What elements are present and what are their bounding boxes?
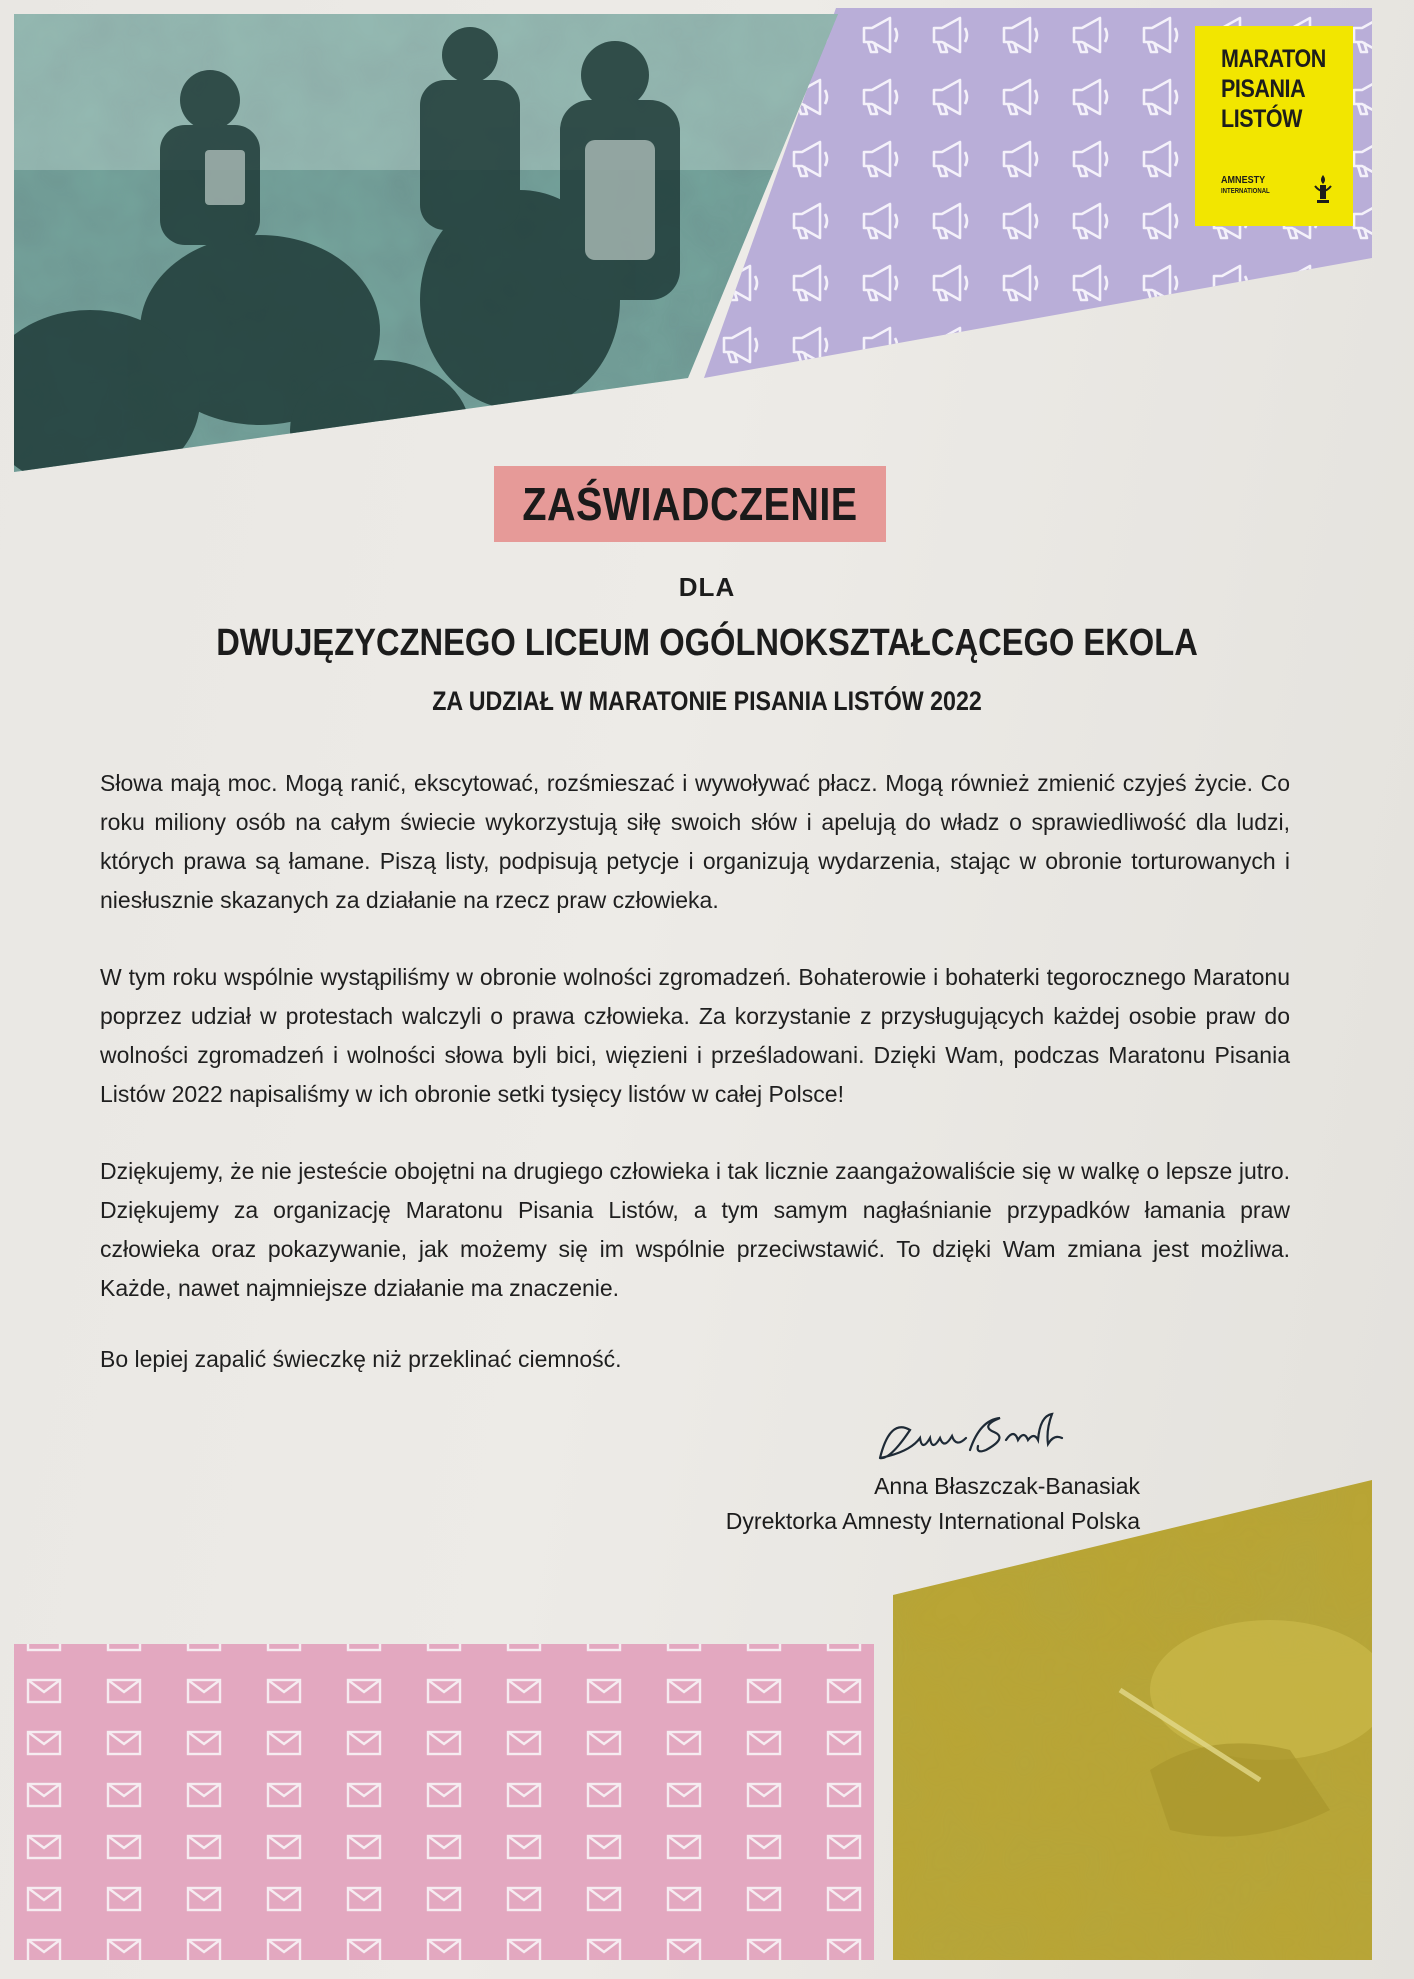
logo-line-3: LISTÓW	[1221, 105, 1303, 133]
logo-line-2: PISANIA	[1221, 75, 1306, 103]
body-paragraph	[100, 958, 1290, 1114]
body-paragraph	[100, 1152, 1290, 1308]
paragraph-text: W tym roku wspólnie wystąpiliśmy w obronie wolności zgromadzeń. Bohaterowie i bohaterki tegorocznego Maratonu poprzez udział w protestach walczyli o prawa człowieka. Za korzystanie z przysługujących każdej osobie praw do wolności zgromadzeń i wolności słowa byli bici, więzieni i prześladowani. Dzięki Wam, podczas Maratonu Pisania Listów 2022 napisaliśmy w ich obronie setki tysięcy listów w całej Polsce!	[100, 964, 1290, 1107]
logo-line-1: MARATON	[1221, 45, 1326, 73]
award-reason: ZA UDZIAŁ W MARATONIE PISANIA LISTÓW 2022	[432, 686, 982, 716]
paragraph-text: Słowa mają moc. Mogą ranić, ekscytować, rozśmieszać i wywoływać płacz. Mogą również zmienić czyjeś życie. Co roku miliony osób na całym świecie wykorzystują siłę swoich słów i apelują do władz o sprawiedliwość dla ludzi, których prawa są łamane. Piszą listy, podpisują petycje i organizują wydarzenia, stając w obronie torturowanych i niesłusznie skazanych za działanie na rzecz praw człowieka.	[100, 770, 1290, 913]
for-label: DLA	[678, 572, 736, 602]
amnesty-line-2: INTERNATIONAL	[1221, 188, 1270, 195]
amnesty-wordmark	[1221, 174, 1270, 198]
closing-quote	[100, 1340, 1290, 1379]
handwritten-signature	[870, 1400, 1130, 1480]
recipient-school: DWUJĘZYCZNEGO LICEUM OGÓLNOKSZTAŁCĄCEGO EKOLA	[216, 622, 1198, 664]
writing-hand-photo	[880, 1470, 1390, 1970]
signer-role: Dyrektorka Amnesty International Polska	[725, 1508, 1140, 1534]
certificate-title: ZAŚWIADCZENIE	[522, 478, 858, 530]
maraton-logo	[1195, 26, 1353, 226]
students-photo	[0, 0, 860, 500]
amnesty-line-1: AMNESTY	[1221, 174, 1266, 186]
paragraph-text: Dziękujemy, że nie jesteście obojętni na drugiego człowieka i tak licznie zaangażowaliście się w walkę o lepsze jutro. Dziękujemy za organizację Maratonu Pisania Listów, a tym samym nagłaśnianie przypadków łamania praw człowieka oraz pokazywanie, jak możemy się im wspólnie przeciwstawić. To dzięki Wam zmiana jest możliwa. Każde, nawet najmniejsze działanie ma znaczenie.	[100, 1158, 1290, 1301]
signer-name: Anna Błaszczak-Banasiak	[874, 1473, 1140, 1499]
paragraph-text: Bo lepiej zapalić świeczkę niż przeklinać ciemność.	[100, 1346, 622, 1372]
title-highlight	[494, 466, 886, 542]
pink-envelope-panel	[14, 1644, 874, 1960]
body-paragraph	[100, 764, 1290, 920]
candle-icon	[1312, 173, 1334, 205]
